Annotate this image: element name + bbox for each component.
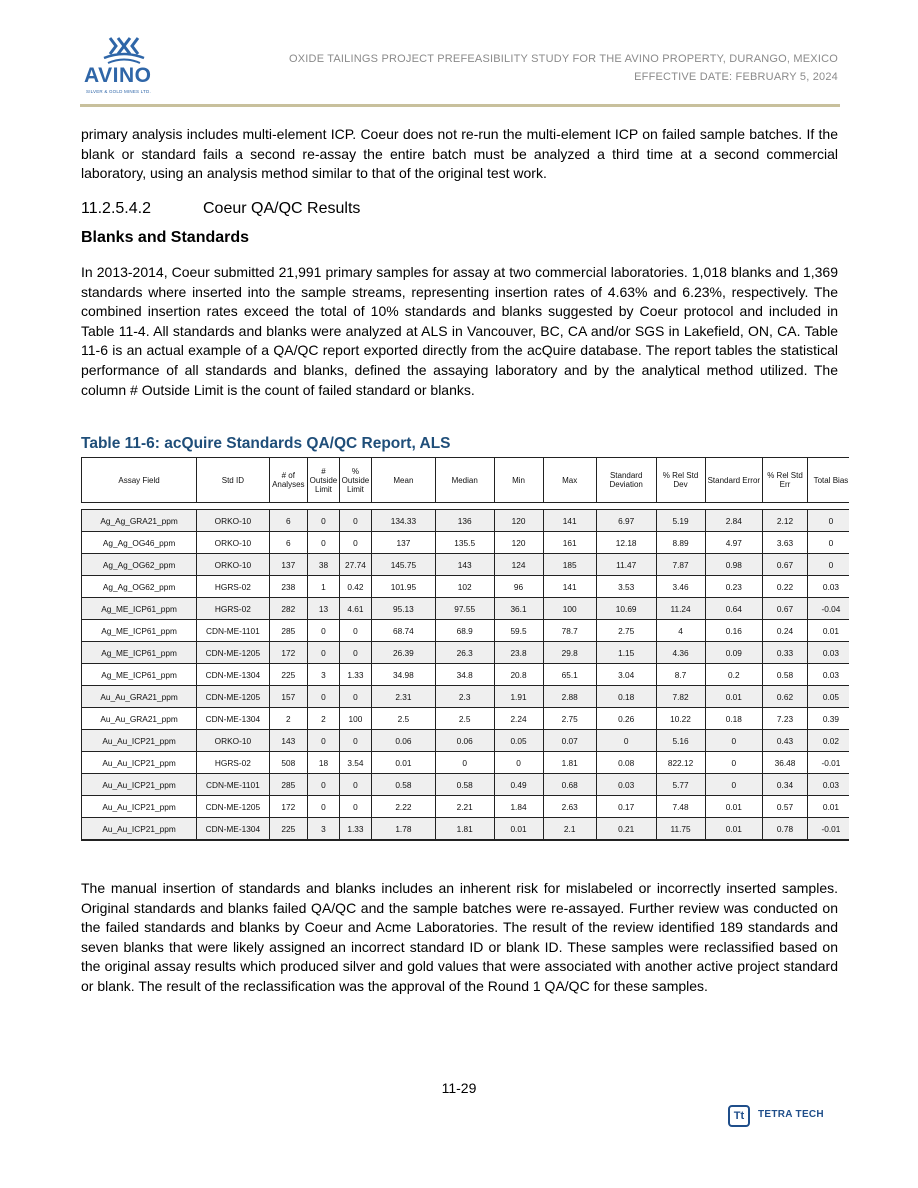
table-cell: 1 xyxy=(307,576,339,598)
table-cell: 38 xyxy=(307,554,339,576)
column-header: Median xyxy=(435,458,494,503)
table-cell: 3 xyxy=(307,664,339,686)
table-cell: 0.62 xyxy=(763,686,808,708)
table-cell: 0 xyxy=(307,686,339,708)
table-cell: 101.95 xyxy=(371,576,435,598)
table-cell: 135.5 xyxy=(435,532,494,554)
table-cell: 0.23 xyxy=(705,576,763,598)
column-header: % Outside Limit xyxy=(339,458,371,503)
table-cell: 141 xyxy=(543,510,596,532)
table-header-row xyxy=(82,458,850,503)
column-header: Mean xyxy=(371,458,435,503)
table-cell: 2.75 xyxy=(543,708,596,730)
table-cell: Ag_Ag_OG62_ppm xyxy=(82,576,197,598)
table-cell: 0.2 xyxy=(705,664,763,686)
table-cell: 0.03 xyxy=(807,664,849,686)
table-cell: 0 xyxy=(596,730,656,752)
table-cell: 185 xyxy=(543,554,596,576)
logo-text: AVINO xyxy=(84,64,152,87)
table-cell: HGRS-02 xyxy=(197,752,269,774)
table-cell: 1.33 xyxy=(339,818,371,841)
paragraph-reclassification: The manual insertion of standards and blanks includes an inherent risk for mislabeled or incorrectly inserted samples. Original standards and blanks failed QA/QC and the sample batches were re-assayed. Further review was conducted on the failed standards and blanks by Coeur and Acme Laboratories. The result of the review identified 189 standards and seven blanks that were likely assigned an incorrect standard ID or blank ID. These samples were reclassified based on the original assay results which produced silver and gold values that were associated with another active project standard or blank. The result of the reclassification was the approval of the Round 1 QA/QC for these samples. xyxy=(81,880,838,994)
table-cell: 0.67 xyxy=(763,598,808,620)
table-row xyxy=(82,818,850,841)
spacer-cell xyxy=(82,503,197,510)
column-header: Max xyxy=(543,458,596,503)
table-cell: 0 xyxy=(435,752,494,774)
table-cell: 68.9 xyxy=(435,620,494,642)
table-cell: 7.48 xyxy=(656,796,705,818)
table-cell: 238 xyxy=(269,576,307,598)
avino-logo xyxy=(84,34,164,100)
table-cell: 4.97 xyxy=(705,532,763,554)
table-cell: 1.81 xyxy=(435,818,494,841)
effective-date: EFFECTIVE DATE: FEBRUARY 5, 2024 xyxy=(634,71,838,83)
table-caption: Table 11-6: acQuire Standards QA/QC Report, ALS xyxy=(81,435,451,452)
table-cell: ORKO-10 xyxy=(197,532,269,554)
table-cell: 95.13 xyxy=(371,598,435,620)
section-number: 11.2.5.4.2 xyxy=(81,200,151,217)
column-header: # of Analyses xyxy=(269,458,307,503)
table-cell: ORKO-10 xyxy=(197,730,269,752)
table-cell: 0 xyxy=(494,752,543,774)
table-cell: 120 xyxy=(494,532,543,554)
column-header: Min xyxy=(494,458,543,503)
table-cell: 3 xyxy=(307,818,339,841)
table-cell: 0.01 xyxy=(807,796,849,818)
tetra-tech-logo xyxy=(728,1105,838,1131)
table-cell: 0.01 xyxy=(371,752,435,774)
table-cell: 7.87 xyxy=(656,554,705,576)
table-cell: 0 xyxy=(339,730,371,752)
table-cell: 1.78 xyxy=(371,818,435,841)
table-cell: 100 xyxy=(543,598,596,620)
table-cell: -0.01 xyxy=(807,818,849,841)
table-cell: 6 xyxy=(269,510,307,532)
table-cell: 3.04 xyxy=(596,664,656,686)
column-header: Total Bias xyxy=(807,458,849,503)
table-cell: 10.22 xyxy=(656,708,705,730)
table-cell: 2.24 xyxy=(494,708,543,730)
table-cell: 13 xyxy=(307,598,339,620)
table-cell: ORKO-10 xyxy=(197,510,269,532)
table-cell: 0 xyxy=(307,532,339,554)
subheading-blanks-standards: Blanks and Standards xyxy=(81,229,250,246)
table-cell: 2 xyxy=(307,708,339,730)
table-cell: 11.47 xyxy=(596,554,656,576)
table-cell: CDN-ME-1101 xyxy=(197,774,269,796)
table-cell: Au_Au_ICP21_ppm xyxy=(82,796,197,818)
table-cell: 3.63 xyxy=(763,532,808,554)
tetra-tech-mark-icon: Tt xyxy=(728,1105,750,1127)
table-cell: 0.42 xyxy=(339,576,371,598)
spacer-cell xyxy=(269,503,307,510)
table-cell: 0 xyxy=(807,510,849,532)
table-cell: 285 xyxy=(269,620,307,642)
table-cell: 0 xyxy=(807,554,849,576)
table-cell: 8.89 xyxy=(656,532,705,554)
table-cell: 11.24 xyxy=(656,598,705,620)
table-cell: -0.01 xyxy=(807,752,849,774)
table-cell: 2.31 xyxy=(371,686,435,708)
paragraph-blanks-standards: In 2013-2014, Coeur submitted 21,991 primary samples for assay at two commercial laboratories. 1,018 blanks and 1,369 standards where inserted into the sample streams, representing insertion rates of 4.63% and 6.23%, respectively. The combined insertion rates exceed the total of 10% standards and blanks suggested by Coeur protocol and included in Table 11-4. All standards and blanks were analyzed at ALS in Vancouver, BC, CA and/or SGS in Lakefield, ON, CA. Table 11-6 is an actual example of a QA/QC report exported directly from the acQuire database. The report tables the statistical performance of all standards and blanks, defined the assaying laboratory and by the analytical method utilized. The column # Outside Limit is the count of failed standard or blanks. xyxy=(81,264,838,398)
table-row xyxy=(82,708,850,730)
page-header xyxy=(80,34,840,106)
spacer-cell xyxy=(596,503,656,510)
table-cell: 1.15 xyxy=(596,642,656,664)
column-header: Standard Deviation xyxy=(596,458,656,503)
table-cell: 1.84 xyxy=(494,796,543,818)
table-cell: 0 xyxy=(339,532,371,554)
spacer-cell xyxy=(763,503,808,510)
table-cell: 0 xyxy=(307,642,339,664)
spacer-cell xyxy=(543,503,596,510)
table-cell: 124 xyxy=(494,554,543,576)
table-cell: 0 xyxy=(339,510,371,532)
table-cell: 0 xyxy=(705,752,763,774)
table-cell: 0.34 xyxy=(763,774,808,796)
table-cell: 4.36 xyxy=(656,642,705,664)
spacer-cell xyxy=(435,503,494,510)
table-cell: 0.68 xyxy=(543,774,596,796)
table-cell: CDN-ME-1205 xyxy=(197,686,269,708)
table-cell: 508 xyxy=(269,752,307,774)
column-header: % Rel Std Err xyxy=(763,458,808,503)
table-cell: 4 xyxy=(656,620,705,642)
table-cell: 0.03 xyxy=(596,774,656,796)
table-row xyxy=(82,510,850,532)
table-cell: 0.01 xyxy=(705,818,763,841)
table-cell: 0.05 xyxy=(494,730,543,752)
paragraph-intro: primary analysis includes multi-element ICP. Coeur does not re-run the multi-element ICP on failed sample batches. If the blank or standard fails a second re-assay the entire batch must be analyzed a third time at a second commercial laboratory, using an analysis method similar to that of the original test work. xyxy=(81,126,838,182)
table-cell: Ag_ME_ICP61_ppm xyxy=(82,598,197,620)
table-row xyxy=(82,686,850,708)
table-cell: 282 xyxy=(269,598,307,620)
table-cell: 34.98 xyxy=(371,664,435,686)
table-cell: 0.67 xyxy=(763,554,808,576)
table-cell: 0 xyxy=(307,510,339,532)
table-cell: 34.8 xyxy=(435,664,494,686)
section-heading xyxy=(81,200,360,218)
table-cell: 0.43 xyxy=(763,730,808,752)
table-cell: 59.5 xyxy=(494,620,543,642)
table-cell: 0 xyxy=(705,730,763,752)
table-cell: 0.24 xyxy=(763,620,808,642)
table-cell: 137 xyxy=(269,554,307,576)
table-cell: 68.74 xyxy=(371,620,435,642)
table-cell: 5.19 xyxy=(656,510,705,532)
table-cell: 0.58 xyxy=(371,774,435,796)
table-cell: 0.03 xyxy=(807,774,849,796)
table-row xyxy=(82,730,850,752)
table-cell: 0 xyxy=(307,620,339,642)
table-cell: 137 xyxy=(371,532,435,554)
spacer-cell xyxy=(371,503,435,510)
table-cell: 7.23 xyxy=(763,708,808,730)
table-cell: 145.75 xyxy=(371,554,435,576)
table-cell: 0.16 xyxy=(705,620,763,642)
table-cell: 8.7 xyxy=(656,664,705,686)
table-cell: 6 xyxy=(269,532,307,554)
spacer-cell xyxy=(807,503,849,510)
table-cell: CDN-ME-1205 xyxy=(197,796,269,818)
table-row xyxy=(82,576,850,598)
table-cell: 2.75 xyxy=(596,620,656,642)
table-cell: CDN-ME-1304 xyxy=(197,708,269,730)
table-cell: 285 xyxy=(269,774,307,796)
table-cell: 0.58 xyxy=(763,664,808,686)
spacer-cell xyxy=(197,503,269,510)
table-cell: 0.78 xyxy=(763,818,808,841)
spacer-cell xyxy=(705,503,763,510)
spacer-cell xyxy=(494,503,543,510)
table-cell: 0 xyxy=(705,774,763,796)
table-cell: Au_Au_ICP21_ppm xyxy=(82,752,197,774)
table-cell: 65.1 xyxy=(543,664,596,686)
table-cell: 143 xyxy=(435,554,494,576)
table-cell: Ag_Ag_OG46_ppm xyxy=(82,532,197,554)
table-cell: Au_Au_ICP21_ppm xyxy=(82,730,197,752)
table-cell: 0.07 xyxy=(543,730,596,752)
table-row xyxy=(82,554,850,576)
table-cell: 26.3 xyxy=(435,642,494,664)
spacer-cell xyxy=(656,503,705,510)
table-cell: 2.63 xyxy=(543,796,596,818)
table-row xyxy=(82,752,850,774)
table-cell: 0.05 xyxy=(807,686,849,708)
table-cell: 1.33 xyxy=(339,664,371,686)
table-cell: 0.64 xyxy=(705,598,763,620)
table-cell: 0.03 xyxy=(807,576,849,598)
table-cell: 23.8 xyxy=(494,642,543,664)
table-cell: 2.84 xyxy=(705,510,763,532)
table-cell: 0 xyxy=(339,774,371,796)
table-cell: HGRS-02 xyxy=(197,576,269,598)
table-cell: CDN-ME-1205 xyxy=(197,642,269,664)
table-cell: 822.12 xyxy=(656,752,705,774)
table-cell: 157 xyxy=(269,686,307,708)
table-cell: 2.88 xyxy=(543,686,596,708)
table-cell: 26.39 xyxy=(371,642,435,664)
table-cell: 0 xyxy=(339,796,371,818)
table-cell: Ag_Ag_GRA21_ppm xyxy=(82,510,197,532)
table-cell: 5.16 xyxy=(656,730,705,752)
table-cell: ORKO-10 xyxy=(197,554,269,576)
table-cell: 172 xyxy=(269,796,307,818)
table-row xyxy=(82,598,850,620)
table-cell: 2.1 xyxy=(543,818,596,841)
column-header: Assay Field xyxy=(82,458,197,503)
table-cell: 3.54 xyxy=(339,752,371,774)
table-row xyxy=(82,532,850,554)
spacer-cell xyxy=(307,503,339,510)
table-cell: 100 xyxy=(339,708,371,730)
table-cell: 0.33 xyxy=(763,642,808,664)
table-cell: 3.53 xyxy=(596,576,656,598)
table-cell: Au_Au_GRA21_ppm xyxy=(82,708,197,730)
document-title: OXIDE TAILINGS PROJECT PREFEASIBILITY STUDY FOR THE AVINO PROPERTY, DURANGO, MEXICO xyxy=(289,53,838,65)
table-cell: 225 xyxy=(269,818,307,841)
table-cell: 172 xyxy=(269,642,307,664)
table-cell: 2.3 xyxy=(435,686,494,708)
table-cell: 0.49 xyxy=(494,774,543,796)
table-cell: 134.33 xyxy=(371,510,435,532)
table-cell: 0.06 xyxy=(371,730,435,752)
table-cell: 0.57 xyxy=(763,796,808,818)
table-cell: 0.01 xyxy=(494,818,543,841)
column-header: % Rel Std Dev xyxy=(656,458,705,503)
table-cell: 0.02 xyxy=(807,730,849,752)
table-cell: Ag_ME_ICP61_ppm xyxy=(82,664,197,686)
page-number: 11-29 xyxy=(441,1080,477,1096)
table-cell: 0 xyxy=(307,796,339,818)
table-cell: 0.21 xyxy=(596,818,656,841)
table-cell: Au_Au_ICP21_ppm xyxy=(82,818,197,841)
table-cell: 36.1 xyxy=(494,598,543,620)
table-cell: 10.69 xyxy=(596,598,656,620)
table-cell: 96 xyxy=(494,576,543,598)
table-cell: 0.06 xyxy=(435,730,494,752)
table-cell: 0.09 xyxy=(705,642,763,664)
logo-subtext: SILVER & GOLD MINES LTD. xyxy=(86,89,151,94)
table-cell: 0.18 xyxy=(596,686,656,708)
table-cell: 0.26 xyxy=(596,708,656,730)
table-cell: 0.18 xyxy=(705,708,763,730)
table-cell: 12.18 xyxy=(596,532,656,554)
table-row xyxy=(82,796,850,818)
avino-emblem-icon xyxy=(102,36,146,66)
table-cell: 2 xyxy=(269,708,307,730)
qaqc-report-table xyxy=(81,457,849,859)
table-cell: 0.01 xyxy=(807,620,849,642)
table-cell: 29.8 xyxy=(543,642,596,664)
column-header: Std ID xyxy=(197,458,269,503)
table-cell: 0.39 xyxy=(807,708,849,730)
table-cell: Au_Au_ICP21_ppm xyxy=(82,774,197,796)
table-cell: 136 xyxy=(435,510,494,532)
table-cell: 2.5 xyxy=(435,708,494,730)
table-cell: 2.21 xyxy=(435,796,494,818)
table-cell: HGRS-02 xyxy=(197,598,269,620)
table-cell: 4.61 xyxy=(339,598,371,620)
table-cell: 36.48 xyxy=(763,752,808,774)
table-cell: 6.97 xyxy=(596,510,656,532)
table-cell: 11.75 xyxy=(656,818,705,841)
table-cell: 0.98 xyxy=(705,554,763,576)
table-cell: 0 xyxy=(339,642,371,664)
table-cell: 5.77 xyxy=(656,774,705,796)
table-cell: 1.91 xyxy=(494,686,543,708)
table-cell: 0 xyxy=(807,532,849,554)
table-cell: Ag_ME_ICP61_ppm xyxy=(82,642,197,664)
table-cell: 3.46 xyxy=(656,576,705,598)
table-cell: 141 xyxy=(543,576,596,598)
table-cell: CDN-ME-1304 xyxy=(197,664,269,686)
table-cell: CDN-ME-1101 xyxy=(197,620,269,642)
column-header: # Outside Limit xyxy=(307,458,339,503)
table-cell: -0.04 xyxy=(807,598,849,620)
table-cell: 97.55 xyxy=(435,598,494,620)
table-cell: 18 xyxy=(307,752,339,774)
table-cell: 0.08 xyxy=(596,752,656,774)
table-cell: 20.8 xyxy=(494,664,543,686)
table-cell: 0.03 xyxy=(807,642,849,664)
table-cell: 0 xyxy=(307,730,339,752)
table-cell: 0.17 xyxy=(596,796,656,818)
table-cell: 0 xyxy=(339,620,371,642)
table-cell: 0.22 xyxy=(763,576,808,598)
table-cell: Au_Au_GRA21_ppm xyxy=(82,686,197,708)
table-cell: 1.81 xyxy=(543,752,596,774)
table-cell: 225 xyxy=(269,664,307,686)
table-cell: 27.74 xyxy=(339,554,371,576)
table-cell: CDN-ME-1304 xyxy=(197,818,269,841)
table-cell: 0.58 xyxy=(435,774,494,796)
tetra-tech-text: TETRA TECH xyxy=(758,1109,824,1120)
table-cell: 2.5 xyxy=(371,708,435,730)
header-divider xyxy=(80,104,840,107)
spacer-cell xyxy=(339,503,371,510)
table-cell: 0 xyxy=(339,686,371,708)
column-header: Standard Error xyxy=(705,458,763,503)
table-cell: 120 xyxy=(494,510,543,532)
table-cell: 2.22 xyxy=(371,796,435,818)
table-cell: 0.01 xyxy=(705,796,763,818)
table-cell: 161 xyxy=(543,532,596,554)
table-cell: Ag_Ag_OG62_ppm xyxy=(82,554,197,576)
table-cell: 143 xyxy=(269,730,307,752)
table-row xyxy=(82,642,850,664)
table-row xyxy=(82,664,850,686)
table-cell: 102 xyxy=(435,576,494,598)
table-cell: 7.82 xyxy=(656,686,705,708)
table-cell: 2.12 xyxy=(763,510,808,532)
table-row xyxy=(82,620,850,642)
table-row xyxy=(82,774,850,796)
section-title: Coeur QA/QC Results xyxy=(203,200,361,217)
table-spacer-row xyxy=(82,503,850,510)
table-cell: Ag_ME_ICP61_ppm xyxy=(82,620,197,642)
table-cell: 0 xyxy=(307,774,339,796)
table-cell: 0.01 xyxy=(705,686,763,708)
table-cell: 78.7 xyxy=(543,620,596,642)
